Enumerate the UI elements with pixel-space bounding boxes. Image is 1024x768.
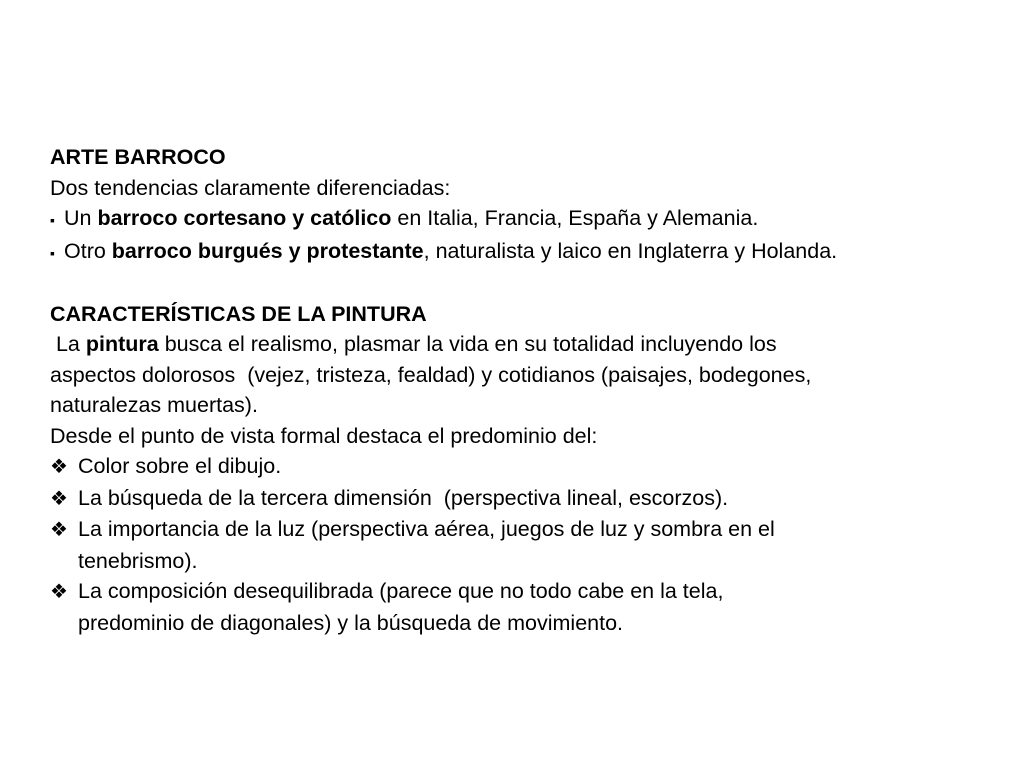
list-item-composicion-continuation: predominio de diagonales) y la búsqueda de movimiento. [78,610,624,635]
list-item-text: La importancia de la luz (perspectiva aérea, juegos de luz y sombra en el [78,517,775,541]
list-item-text: Color sobre el dibujo. [78,454,282,478]
section-title-caracteristicas: CARACTERÍSTICAS DE LA PINTURA [50,301,427,326]
list-item-barroco-cortesano [50,203,1010,236]
list-item-luz [50,514,1010,546]
list-item-color [50,451,1010,483]
list-item-text-before: Otro [64,238,112,263]
diamond-bullet-icon: ❖ [50,487,68,510]
list-item-bold-text: barroco burgués y protestante [111,238,424,263]
paragraph-line-2: aspectos dolorosos (vejez, tristeza, fealdad) y cotidianos (paisajes, bodegones, [50,362,812,387]
diamond-bullet-icon: ❖ [50,456,68,478]
section-intro-formal: Desde el punto de vista formal destaca el predominio del: [50,423,598,448]
list-item-text: La búsqueda de la tercera dimensión (perspectiva lineal, escorzos). [78,485,729,510]
list-item-text-before: Un [64,206,98,230]
list-item-text-after: , naturalista y laico en Inglaterra y Holanda. [423,238,838,263]
diamond-bullet-icon: ❖ [50,581,68,603]
paragraph-line-1 [50,329,1010,360]
paragraph-line-1-rest: busca el realismo, plasmar la vida en su totalidad incluyendo los [158,332,777,356]
list-item-bold-text: barroco cortesano y católico [97,206,392,230]
paragraph-bold-word: pintura [85,332,159,356]
list-item-composicion [50,576,1010,608]
paragraph-lead: La [50,332,86,356]
list-item-text: La composición desequilibrada (parece que no todo cabe en la tela, [78,579,724,603]
list-item-barroco-burgues [50,236,1010,269]
paragraph-line-3: naturalezas muertas). [50,393,258,417]
list-item-luz-continuation: tenebrismo). [78,548,198,573]
section-title-arte-barroco: ARTE BARROCO [50,145,226,169]
square-bullet-icon: ▪ [50,212,55,228]
section-intro-tendencias: Dos tendencias claramente diferenciadas: [50,175,451,200]
list-item-text-after: en Italia, Francia, España y Alemania. [391,206,759,230]
diamond-bullet-icon: ❖ [50,519,68,541]
slide-content [50,142,1010,638]
list-item-tercera-dimension [50,483,1010,515]
square-bullet-icon: ▪ [50,244,55,261]
paragraph-gap [50,268,1010,299]
